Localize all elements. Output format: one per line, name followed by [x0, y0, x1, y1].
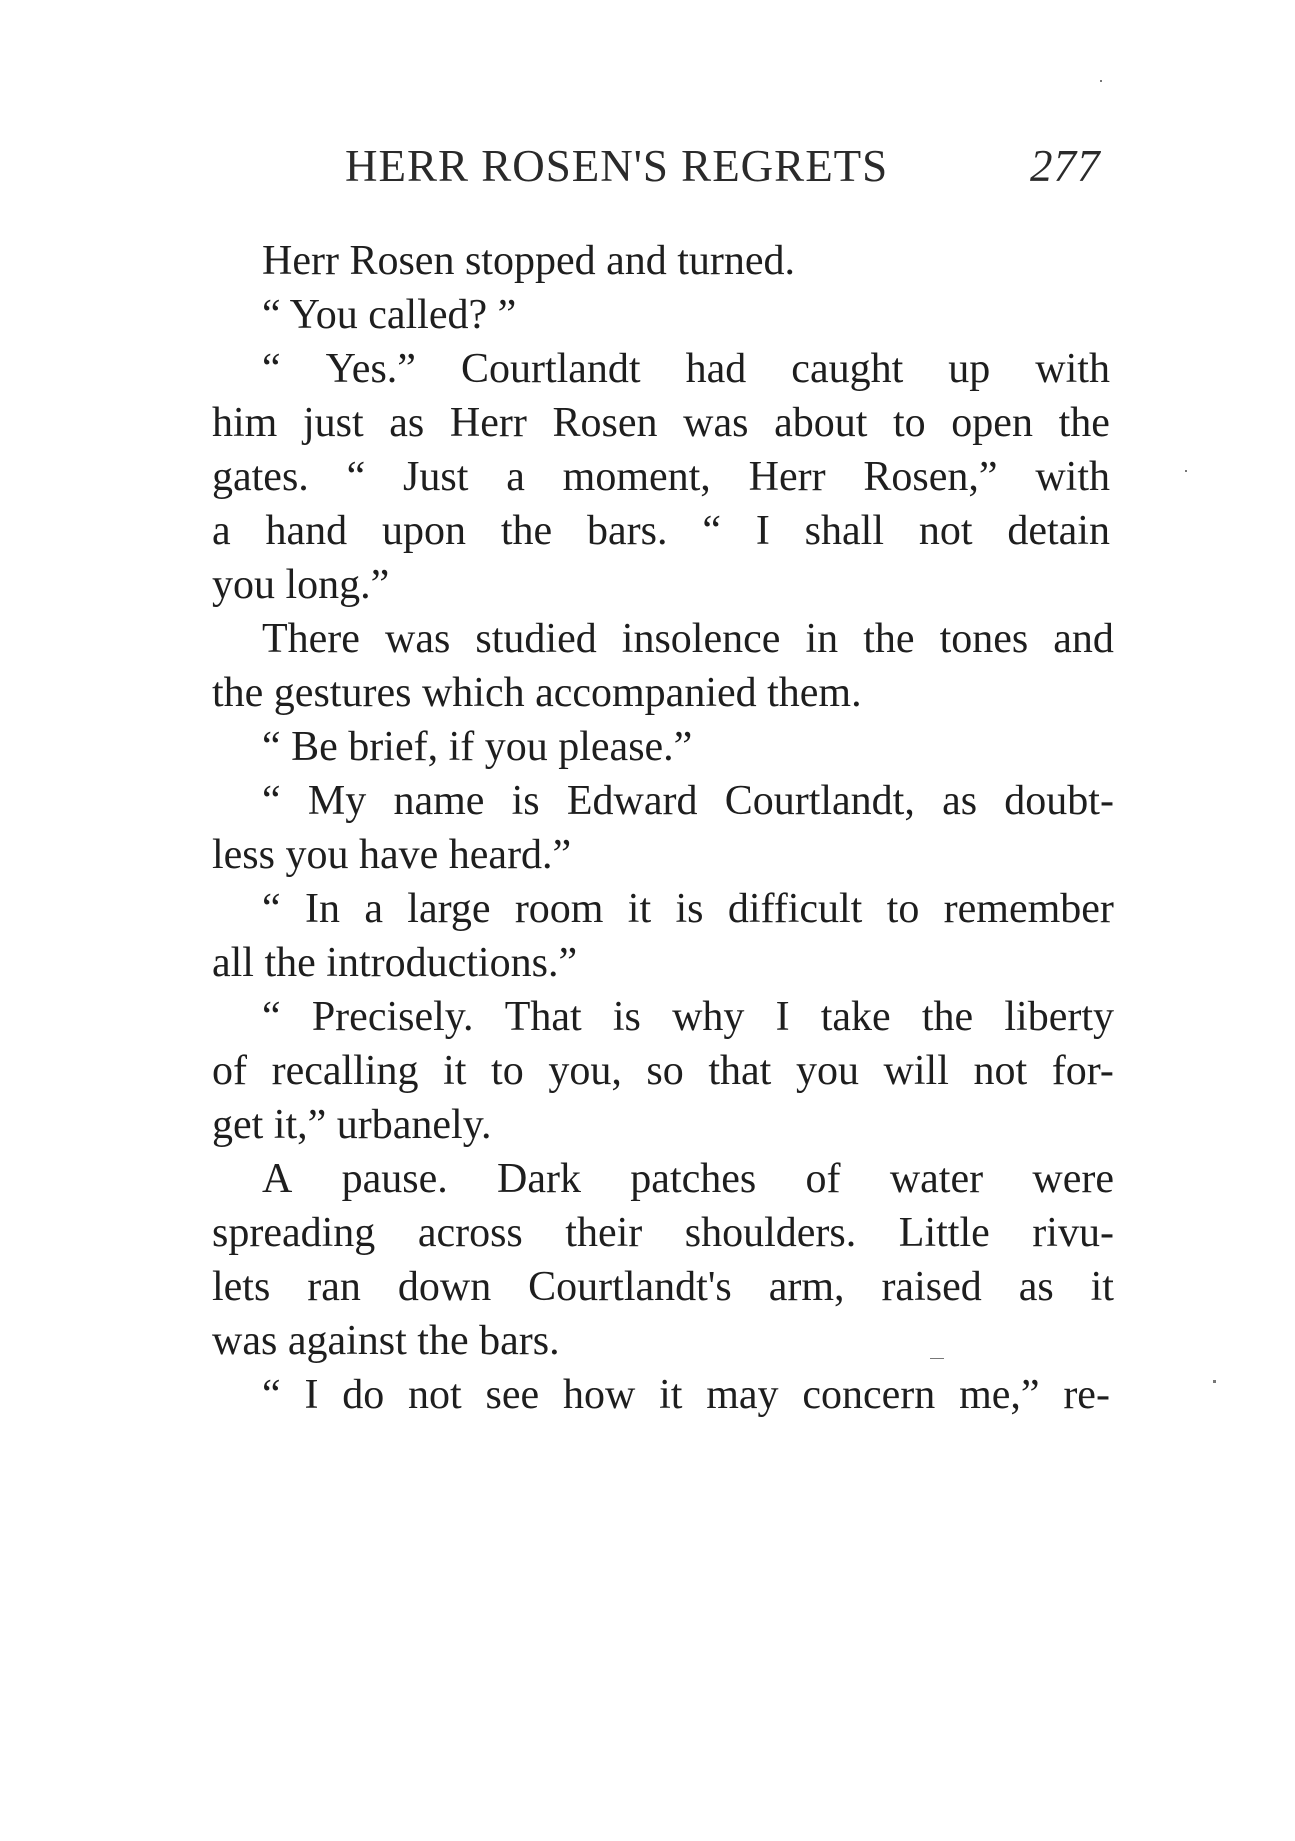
word: water	[889, 1156, 984, 1202]
running-title: HERR ROSEN'S REGRETS	[345, 141, 889, 191]
word: a	[212, 508, 231, 554]
word: were	[1032, 1156, 1114, 1202]
word: it	[659, 1372, 683, 1418]
word: to	[491, 1048, 524, 1094]
text-line	[212, 446, 1110, 508]
word: it	[627, 886, 652, 932]
word: to	[886, 886, 920, 932]
word: ran	[307, 1264, 361, 1310]
text-line: you long.”	[212, 562, 390, 608]
word: it	[443, 1048, 467, 1094]
word: so	[646, 1048, 684, 1094]
word: was	[385, 616, 451, 662]
text-line: “ You called? ”	[262, 292, 517, 338]
word: see	[485, 1372, 540, 1418]
page-header	[345, 140, 1125, 200]
word: large	[407, 886, 491, 932]
word: patches	[630, 1156, 757, 1202]
word: with	[1035, 454, 1110, 500]
word: recalling	[271, 1048, 419, 1094]
word: and	[1053, 616, 1114, 662]
word: the	[863, 616, 915, 662]
text-line	[212, 500, 1110, 562]
text-line	[212, 1256, 1114, 1318]
word: for-	[1051, 1048, 1114, 1094]
word: I	[304, 1372, 319, 1418]
word: Edward	[566, 778, 698, 824]
word: Courtlandt,	[724, 778, 915, 824]
word: Precisely.	[311, 994, 474, 1040]
word: My	[307, 778, 367, 824]
word: I	[755, 508, 770, 554]
word: upon	[382, 508, 466, 554]
word: liberty	[1004, 994, 1114, 1040]
word: caught	[791, 346, 904, 392]
word: down	[397, 1264, 492, 1310]
word: “	[346, 454, 366, 500]
word: a	[364, 886, 383, 932]
paper-speck	[1213, 1380, 1216, 1383]
word: about	[774, 400, 868, 446]
word: detain	[1007, 508, 1110, 554]
word: studied	[475, 616, 597, 662]
text-line: Herr Rosen stopped and turned.	[262, 238, 796, 284]
word: Rosen,”	[863, 454, 998, 500]
word: shoulders.	[684, 1210, 857, 1256]
word: Little	[898, 1210, 990, 1256]
text-line	[212, 1040, 1114, 1102]
word: hand	[265, 508, 348, 554]
text-line: “ Be brief, if you please.”	[262, 724, 693, 770]
word: “	[262, 778, 281, 824]
text-line	[212, 1202, 1114, 1264]
word: remember	[943, 886, 1114, 932]
word: “	[262, 346, 281, 392]
word: as	[1018, 1264, 1054, 1310]
word: bars.	[587, 508, 668, 554]
word: not	[918, 508, 973, 554]
text-line: less you have heard.”	[212, 832, 572, 878]
text-line	[262, 608, 1114, 670]
word: you,	[548, 1048, 622, 1094]
word: up	[948, 346, 991, 392]
page-number: 277	[1030, 141, 1101, 191]
word: room	[514, 886, 604, 932]
word: That	[504, 994, 582, 1040]
word: that	[708, 1048, 772, 1094]
word: of	[805, 1156, 841, 1202]
word: In	[304, 886, 340, 932]
word: concern	[802, 1372, 936, 1418]
word: gates.	[212, 454, 309, 500]
text-line	[262, 1148, 1114, 1210]
word: do	[342, 1372, 385, 1418]
word: re-	[1063, 1372, 1110, 1418]
word: Rosen	[552, 400, 658, 446]
word: as	[389, 400, 425, 446]
word: difficult	[727, 886, 863, 932]
word: There	[262, 616, 360, 662]
text-line	[262, 878, 1114, 940]
text-line	[262, 338, 1110, 400]
word: “	[262, 1372, 281, 1418]
word: him	[212, 400, 278, 446]
text-line: get it,” urbanely.	[212, 1102, 492, 1148]
word: just	[302, 400, 364, 446]
word: was	[683, 400, 749, 446]
word: the	[500, 508, 553, 554]
text-line: the gestures which accompanied them.	[212, 670, 862, 716]
word: name	[393, 778, 485, 824]
paper-speck	[1100, 80, 1102, 82]
word: may	[706, 1372, 779, 1418]
text-line	[212, 392, 1110, 454]
word: in	[805, 616, 839, 662]
word: is	[511, 778, 540, 824]
word: open	[951, 400, 1033, 446]
word: is	[612, 994, 641, 1040]
text-line	[262, 1364, 1110, 1426]
word: across	[417, 1210, 523, 1256]
word: Courtlandt's	[528, 1264, 732, 1310]
word: moment,	[562, 454, 711, 500]
word: their	[565, 1210, 643, 1256]
word: will	[883, 1048, 949, 1094]
word: spreading	[212, 1210, 376, 1256]
word: raised	[881, 1264, 982, 1310]
word: Just	[403, 454, 469, 500]
word: “	[702, 508, 721, 554]
word: as	[942, 778, 978, 824]
word: with	[1035, 346, 1110, 392]
word: not	[973, 1048, 1028, 1094]
word: Courtlandt	[460, 346, 641, 392]
word: rivu-	[1032, 1210, 1114, 1256]
paper-speck	[1185, 470, 1187, 472]
word: I	[775, 994, 790, 1040]
word: you	[795, 1048, 859, 1094]
word: take	[820, 994, 891, 1040]
word: of	[212, 1048, 247, 1094]
word: pause.	[341, 1156, 448, 1202]
word: insolence	[621, 616, 781, 662]
word: to	[893, 400, 926, 446]
word: is	[675, 886, 704, 932]
paper-speck	[930, 1358, 944, 1359]
word: the	[921, 994, 974, 1040]
word: arm,	[768, 1264, 845, 1310]
word: Herr	[449, 400, 527, 446]
text-line: all the introductions.”	[212, 940, 578, 986]
text-line	[262, 986, 1114, 1048]
word: A	[262, 1156, 293, 1202]
text-line	[262, 770, 1114, 832]
word: not	[408, 1372, 462, 1418]
word: Herr	[748, 454, 826, 500]
word: how	[562, 1372, 636, 1418]
word: me,”	[959, 1372, 1040, 1418]
word: it	[1090, 1264, 1114, 1310]
word: lets	[212, 1264, 271, 1310]
word: tones	[939, 616, 1029, 662]
word: the	[1058, 400, 1110, 446]
word: Dark	[497, 1156, 582, 1202]
word: why	[672, 994, 745, 1040]
word: had	[685, 346, 747, 392]
word: a	[506, 454, 525, 500]
text-line: was against the bars.	[212, 1318, 560, 1364]
word: shall	[804, 508, 884, 554]
word: doubt-	[1004, 778, 1114, 824]
word: “	[262, 886, 281, 932]
word: Yes.”	[325, 346, 416, 392]
word: “	[262, 994, 281, 1040]
